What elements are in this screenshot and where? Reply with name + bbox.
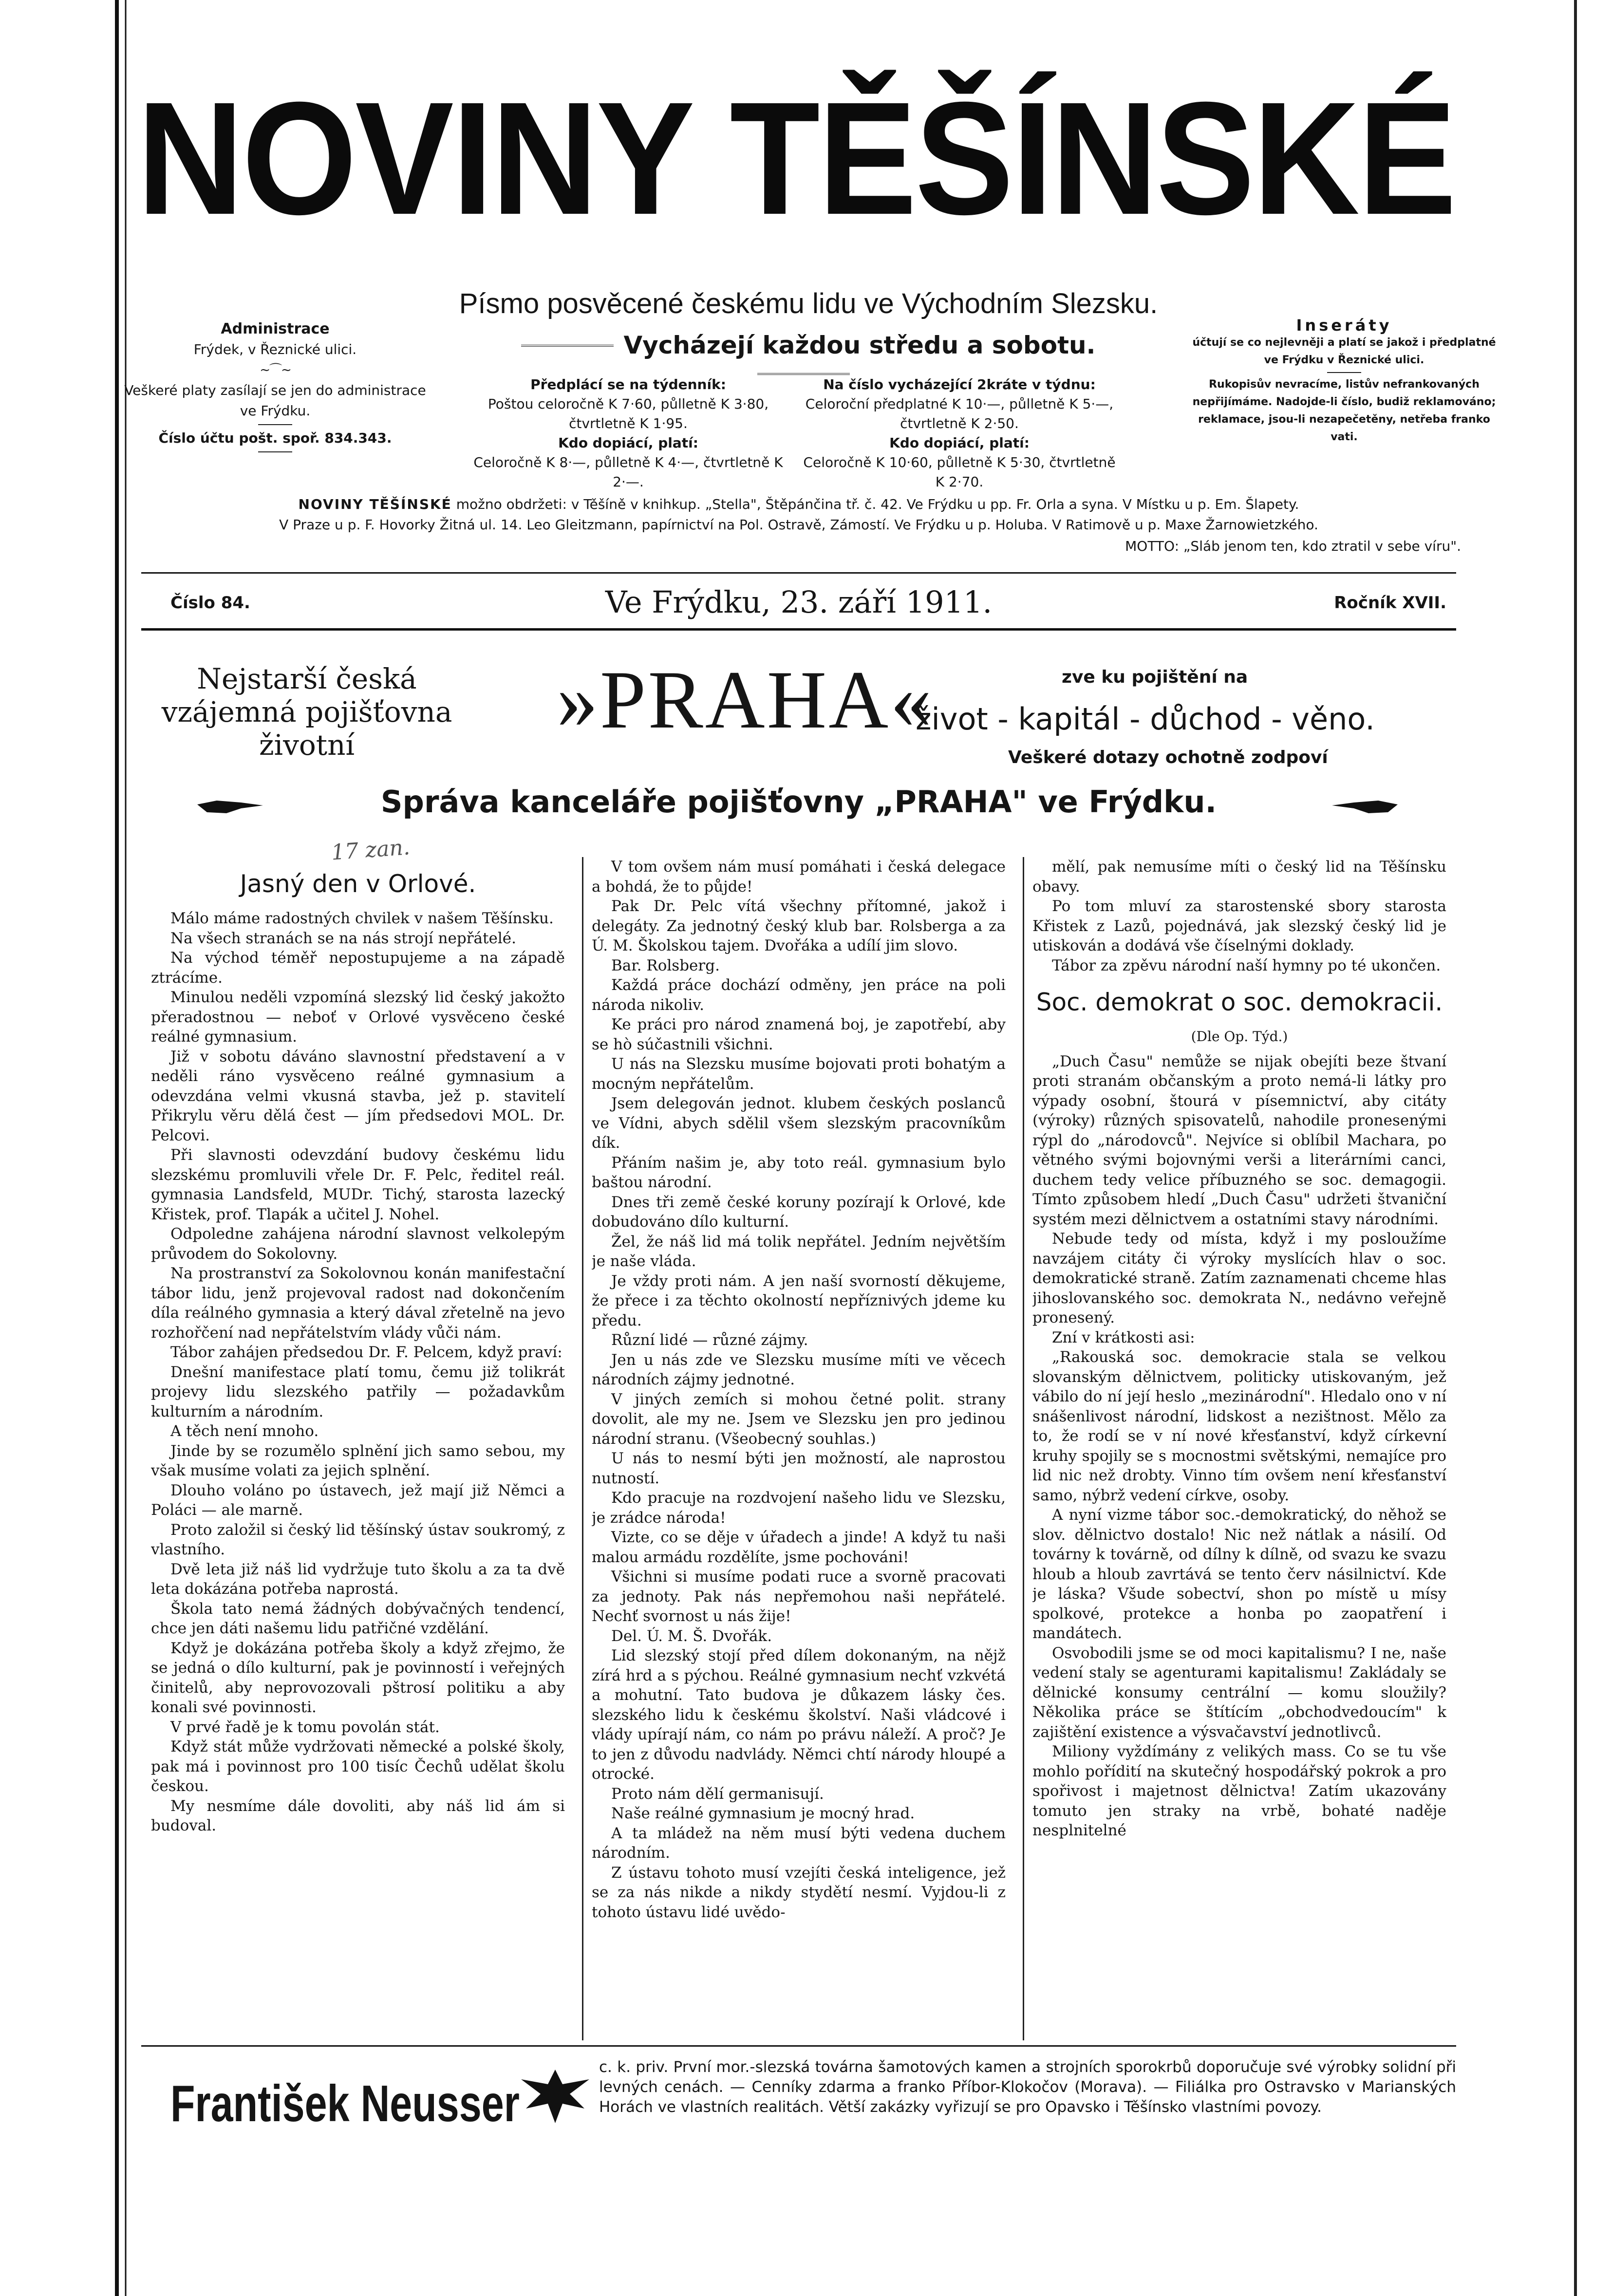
- ad-line1: zve ku pojištění na: [1062, 667, 1248, 687]
- paragraph: Každá práce dochází odměny, jen práce na poli národa nikoliv.: [592, 976, 1006, 1014]
- article-body: [592, 857, 1006, 1922]
- rule-bottom: [141, 628, 1456, 631]
- paragraph: Miliony vyždímány z velikých mass. Co se tu vše mohlo pořídití na skutečný hospodářský pokrok a pro spořivost i majetnost dělnictva! Zatím ukazovány tomuto jen straky na vrbě, bohaté naděje nesplnitelné: [1032, 1743, 1446, 1839]
- paragraph: Škola tato nemá žádných dobývačných tendencí, chce jen dáti našemu lidu patřičné vzdělání.: [151, 1600, 565, 1637]
- article-body: [1032, 1052, 1446, 1841]
- paragraph: U nás na Slezsku musíme bojovati proti bohatým a mocným nepřátelům.: [592, 1055, 1006, 1093]
- paragraph: Dnes tři země české koruny pozírají k Orlové, kde dobudováno dílo kulturní.: [592, 1193, 1006, 1231]
- paragraph: Dvě leta již náš lid vydržuje tuto školu a za ta dvě leta dokázána potřeba naprostá.: [151, 1560, 565, 1598]
- paragraph: Vizte, co se děje v úřadech a jinde! A když tu naši malou armádu rozdělíte, jsme pochováni!: [592, 1529, 1006, 1566]
- paragraph: V prvé řadě je k tomu povolán stát.: [170, 1718, 440, 1736]
- paragraph: V jiných zemích si mohou četné polit. strany dovolit, ale my ne. Jsem ve Slezsku jen pro jedinou národní stranu. (Všeobecný souhlas.): [592, 1390, 1006, 1448]
- paragraph: mělí, pak nemusíme míti o český lid na Těšínsku obavy.: [1032, 858, 1446, 896]
- column-1: [151, 857, 565, 2045]
- ins-rules: Rukopisův nevracíme, listův nefrankovaných nepřijímáme. Nadojde-li číslo, budiž reklamováno; reklamace, jsou-li nezapečetěny, netřeba franko vati.: [1192, 378, 1496, 443]
- paragraph: Bar. Rolsberg.: [611, 956, 720, 974]
- column-2: [592, 857, 1006, 2045]
- advertiser-name: František Neusser: [170, 2075, 520, 2132]
- paragraph: Při slavnosti odevzdání budovy českému lidu slezskému promluvili vřele Dr. F. Pelc, ředitel reál. gymnasia Landsfeld, MUDr. Tichý, starosta lazecký Křistek, prof. Tlapák a učitel J. Nohel.: [151, 1146, 565, 1223]
- paragraph: Naše reálné gymnasium je mocný hrad.: [611, 1805, 915, 1822]
- place-date: Ve Frýdku, 23. září 1911.: [605, 584, 993, 620]
- paragraph: Nebude tedy od místa, když i my posloužíme navzájem citáty či výroky myslících hlav o soc. demokratické straně. Zatím zaznamenati chceme hlas jihoslovanského soc. demokrata N., nedávno veřejně pronesený.: [1032, 1230, 1446, 1326]
- ad-line2: život - kapitál - důchod - věno.: [916, 701, 1375, 737]
- advertiser-text: c. k. priv. První mor.-slezská továrna šamotových kamen a strojních sporokrbů doporučuje své výrobky solidní při levných cenách. — Cenníky zdarma a franko Příbor-Klokočov (Morava). — Filiálka pro Ostravsko v Marianských Horách ve vlastních realitách. Větší zakázky vyřizují se pro Opavsko i Těšínsko vlastními povozy.: [599, 2058, 1456, 2116]
- paragraph: Na východ téměř nepostupujeme a na západě ztrácíme.: [151, 949, 565, 987]
- inserts-box: [1188, 317, 1500, 446]
- paragraph: Proto nám dělí germanisují.: [611, 1785, 824, 1803]
- paragraph: Různí lidé — různé zájmy.: [611, 1331, 808, 1349]
- paragraph: V tom ovšem nám musí pomáhati i česká delegace a bohdá, že to půjde!: [592, 858, 1006, 896]
- paragraph: Když stát může vydržovati německé a polské školy, pak má i povinnost pro 100 tisíc Čechů udělat školu českou.: [151, 1738, 565, 1795]
- paragraph: Dlouho voláno po ústavech, jež mají již Němci a Poláci — ale marně.: [151, 1481, 565, 1519]
- paragraph: Lid slezský stojí před dílem dokonaným, na nějž zírá hrd a s pýchou. Reálné gymnasium nechť vzkvétá a mohutní. Tato budova je důkazem lásky čes. slezského lidu k českému školství. Naši vládcové i vlády upírají nám, co nám po právu náleží. A proč? Je to jen z důvodu nadvlády. Němci chtí národy hloupé a otrocké.: [592, 1647, 1006, 1783]
- admin-heading: Administrace: [221, 320, 330, 337]
- ins-heading: Inseráty: [1296, 316, 1392, 335]
- paragraph: Tábor zahájen předsedou Dr. F. Pelcem, když praví:: [170, 1344, 562, 1361]
- paragraph: Je vždy proti nám. A jen naší svorností děkujeme, že přece i za těchto okolností nepříznivých jdeme ku předu.: [592, 1272, 1006, 1329]
- admin-address: Frýdek, v Řeznické ulici.: [193, 341, 357, 357]
- paragraph: „Rakouská soc. demokracie stala se velkou slovanským dělnictvem, politicky utiskovaným, jež vábilo do ní její heslo „mezinárodní". Hledalo ono v ní snášenlivost národní, lidskost a nezištnost. Mělo za to, že rodí se v ní nové křesťanství, když církevní kruhy spojily se s mocnostmi světskými, nemajíce pro lid nic než drobty. Vinno tím ovšem není křesťanství samo, nýbrž vedení církve, osoby.: [1032, 1348, 1446, 1504]
- rule-top: [141, 572, 1456, 574]
- frequency-text: Vycházejí každou středu a sobotu.: [623, 331, 1096, 359]
- dateline: [141, 584, 1456, 618]
- paragraph: Kdo pracuje na rozdvojení našeho lidu ve Slezsku, je zrádce národa!: [592, 1489, 1006, 1527]
- ad-left-text: Nejstarší česká vzájemná pojišťovna životní: [161, 662, 452, 762]
- article-title: Jasný den v Orlové.: [240, 870, 476, 898]
- weekly-prices: [468, 375, 789, 492]
- paragraph: My nesmíme dále dovoliti, aby náš lid ám si budoval.: [151, 1797, 565, 1834]
- paragraph: Všichni si musíme podati ruce a svorně pracovati za jednoty. Pak nás nepřemohou naši nepřátelé. Nechť svornost u nás žije!: [592, 1568, 1006, 1625]
- paragraph: Jsem delegován jednot. klubem českých poslanců ve Vídni, abych sdělil všem slezským pracovníkům dík.: [592, 1095, 1006, 1152]
- obtain-line1: možno obdržeti: v Těšíně v knihkup. „Stella", Štěpánčina tř. č. 42. Ve Frýdku u pp. Fr. Orla a syna. V Místku u p. Em. Šlapety.: [456, 496, 1299, 512]
- subtitle: Písmo posvěcené českému lidu ve Východním Slezsku.: [459, 288, 1158, 319]
- ad-bottom-line: Správa kanceláře pojišťovny „PRAHA" ve Frýdku.: [380, 784, 1217, 820]
- rule-footer: [141, 2045, 1456, 2047]
- paragraph: Del. Ú. M. Š. Dvořák.: [611, 1627, 772, 1645]
- weekly-local-text: Celoročně K 8·—, půlletně K 4·—, čtvrtletně K 2·—.: [473, 454, 783, 490]
- divider: [258, 424, 292, 425]
- handwritten-note: 17 zan.: [330, 835, 411, 865]
- paragraph: Odpoledne zahájena národní slavnost velkolepým průvodem do Sokolovny.: [151, 1225, 565, 1263]
- issue-number: Číslo 84.: [170, 593, 250, 613]
- pointing-hand-icon: [197, 794, 265, 818]
- paragraph: Proto založil si český lid těšínský ústav soukromý, z vlastního.: [151, 1521, 565, 1558]
- divider: [258, 451, 292, 452]
- paragraph: Na prostranství za Sokolovnou konán manifestační tábor lidu, jenž projevoval radost nad dokončením díla reálného gymnasia a který dával zřetelně na jevo rozhořčení nad nepřátelstvím vlády vůči nám.: [151, 1265, 565, 1342]
- weekly-heading: Předplácí se na týdenník:: [530, 376, 726, 392]
- admin-payments: Veškeré platy zasílají se jen do administrace ve Frýdku.: [124, 382, 426, 419]
- paragraph: Pak Dr. Pelc vítá všechny přítomné, jakož i delegáty. Za jednotný český klub bar. Rolsberga a za Ú. M. Školskou tajem. Dvořáka a udílí jim slovo.: [592, 897, 1006, 954]
- paragraph: Jinde by se rozumělo splnění jich samo sebou, my však musíme volati za jejich splnění.: [151, 1442, 565, 1479]
- ad-line3: Veškeré dotazy ochotně zodpoví: [1008, 747, 1328, 767]
- twice-heading: Na číslo vycházející 2kráte v týdnu:: [823, 376, 1096, 392]
- pointing-hand-icon: [1330, 794, 1398, 818]
- paragraph: Tábor za zpěvu národní naší hymny po té ukončen.: [1052, 956, 1441, 974]
- weekly-text: Poštou celoročně K 7·60, půlletně K 3·80, čtvrtletně K 1·95.: [487, 396, 769, 431]
- paragraph: Z ústavu tohoto musí vzejíti česká inteligence, jež se za nás nikde a nikdy stydětí nesmí. Vyjdou-li z tohoto ústavu lidé uvědo-: [592, 1864, 1006, 1921]
- weekly-local-heading: Kdo dopiácí, platí:: [558, 435, 698, 451]
- obtain-label: NOVINY TĚŠÍNSKÉ: [298, 496, 452, 512]
- paragraph: „Duch Času" nemůže se nijak obejíti beze štvaní proti stranám občanským a proto nemá-li látky pro výpady osobní, štourá v písemnictví, aby citáty (výroky) různých spisovatelů, nahodile pronesenými rýpl do „národovců". Nejvíce si oblíbil Machara, po větného svými bojovnými verši a literárními canci, duchem tedy velice příbuzného se soc. demagogii. Tímto způsobem hledí „Duch Času" udržeti štvaniční systém mezi dělnictvem a ostatními stavy národními.: [1032, 1052, 1446, 1228]
- article-body: [151, 909, 565, 1836]
- paragraph: A nyní vizme tábor soc.-demokratický, do něhož se slov. dělnictvo dostalo! Nic než nátlak a násilí. Od továrny k továrně, od dílny k dílně, od svazu ke svazu hloub a hloub zavrtává se tento červ násilnictví. Kde je láska? Všude sobectví, shon po místě u mísy spolkové, protekce a honba po zaopatření i mandátech.: [1032, 1506, 1446, 1642]
- paragraph: Na všech stranách se na nás strojí nepřátelé.: [170, 929, 516, 947]
- admin-account: Číslo účtu pošt. spoř. 834.343.: [158, 430, 392, 446]
- paragraph: Málo máme radostných chvilek v našem Těšínsku.: [170, 910, 554, 927]
- column-rule: [582, 857, 583, 2040]
- motto: MOTTO: „Sláb jenom ten, kdo ztratil v sebe víru".: [1125, 538, 1461, 554]
- article-source: (Dle Op. Týd.): [1191, 1028, 1288, 1045]
- ins-text: účtují se co nejlevněji a platí se jakož i předplatné ve Frýdku v Řeznické ulici.: [1192, 336, 1496, 366]
- paragraph: Když je dokázána potřeba školy a když zřejmo, že se jedná o dílo kulturní, pak je povinností i veřejných činitelů, aby neprovozovali pštrosí politiku a aby konali své povinnosti.: [151, 1639, 565, 1716]
- twice-local-text: Celoročně K 10·60, půlletně K 5·30, čtvrtletně K 2·70.: [803, 454, 1116, 490]
- divider: [1327, 372, 1361, 373]
- paragraph: Ke práci pro národ znamená boj, je zapotřebí, aby se hò súčastnili všichni.: [592, 1016, 1006, 1053]
- paragraph: Již v sobotu dáváno slavnostní představení a v neděli ráno vysvěceno reálné gymnasium a odevzdána velmi vkusná stavba, jež p. stavitelí Přikrylu věru dělá čest — jím předsedovi MOL. Dr. Pelcovi.: [151, 1047, 565, 1144]
- article-body: [1032, 857, 1446, 975]
- neusser-advertisement: [141, 2050, 1456, 2147]
- ad-brand: »PRAHA«: [556, 654, 934, 746]
- twice-weekly-prices: [799, 375, 1120, 492]
- paragraph: Zní v krátkosti asi:: [1052, 1328, 1195, 1346]
- paragraph: A těch není mnoho.: [170, 1422, 319, 1440]
- paragraph: A ta mládež na něm musí býti vedena duchem národním.: [592, 1824, 1006, 1862]
- volume: Ročník XVII.: [1334, 593, 1446, 613]
- obtain-line2: V Praze u p. F. Hovorky Žitná ul. 14. Leo Gleitzmann, papírnictví na Pol. Ostravě, Zámostí. Ve Frýdku u p. Holuba. V Ratimově u p. Maxe Žarnowietzkého.: [279, 517, 1318, 533]
- eagle-emblem-icon: [516, 2065, 594, 2128]
- article-title: Soc. demokrat o soc. demokracii.: [1036, 988, 1443, 1016]
- paragraph: Přáním našim je, aby toto reál. gymnasium bylo baštou národní.: [592, 1154, 1006, 1191]
- paragraph: Osvobodili jsme se od moci kapitalismu? I ne, naše vedení staly se agenturami kapitalismu! Zakládaly se dělnické konsumy centrální — komu sloužily? Několika práce se štítícím „obchodvedoucím" k zajištění existence a výsvačavství jednotlivců.: [1032, 1644, 1446, 1741]
- paragraph: Jen u nás zde ve Slezsku musíme míti ve věcech národních zájmy jednotné.: [592, 1351, 1006, 1388]
- column-3: [1032, 857, 1446, 2045]
- paragraph: Dnešní manifestace platí tomu, čemu již tolikrát projevy lidu slezského patřily — požadavkům kulturním a národním.: [151, 1363, 565, 1420]
- ornament-icon: ~⌒~: [260, 363, 291, 377]
- paragraph: Žel, že náš lid má tolik nepřátel. Jedním největším je naše vláda.: [592, 1232, 1006, 1270]
- administration-box: [122, 319, 429, 455]
- praha-advertisement: [141, 653, 1456, 838]
- twice-text: Celoroční předplatné K 10·—, půlletně K 5·—, čtvrtletně K 2·50.: [805, 396, 1114, 431]
- masthead-title: NOVINY TĚŠÍNSKÉ: [137, 68, 1455, 248]
- paragraph: U nás to nesmí býti jen možností, ale naprostou nutností.: [592, 1450, 1006, 1487]
- paragraph: Minulou neděli vzpomíná slezský lid český jakožto přeradostnou — neboť v Orlové vysvěceno české reálné gymnasium.: [151, 989, 565, 1045]
- paragraph: Po tom mluví za starostenské sbory starosta Křistek z Lazů, pojednává, jak slezský český lid je utiskován a dodává vše číselnými doklady.: [1032, 897, 1446, 954]
- twice-local-heading: Kdo dopiácí, platí:: [889, 435, 1030, 451]
- column-rule: [1023, 857, 1024, 2040]
- obtain-info: [141, 494, 1456, 535]
